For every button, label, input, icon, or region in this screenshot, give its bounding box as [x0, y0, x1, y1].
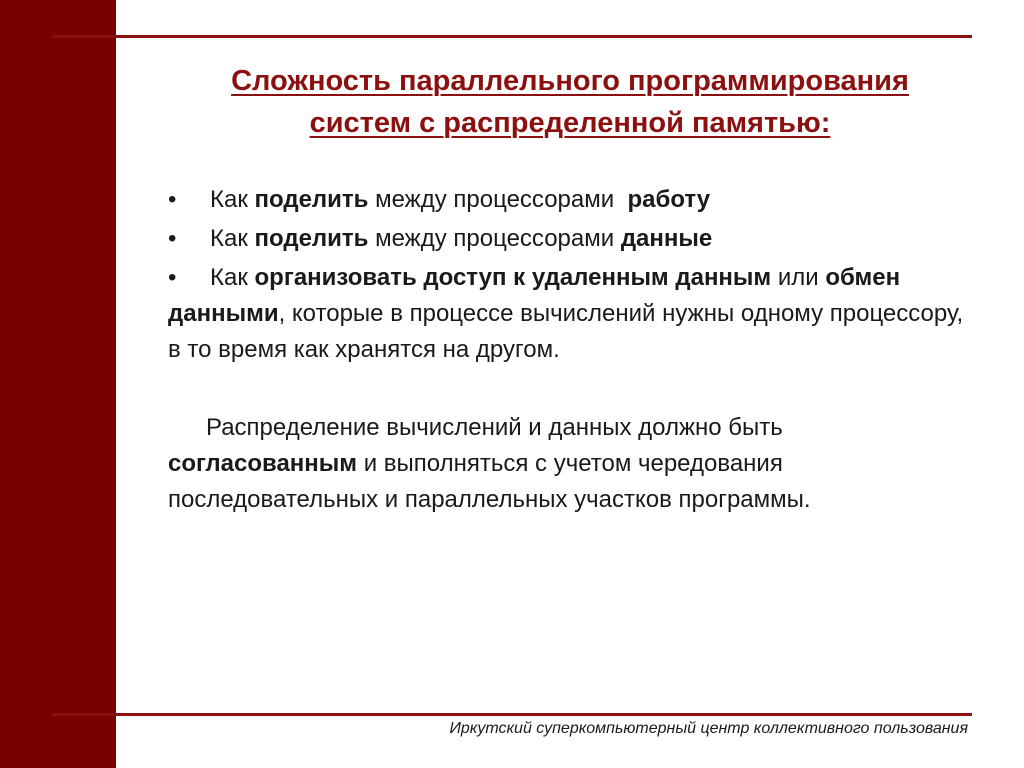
bullet-glyph: •	[168, 186, 177, 213]
bullet-bold: организовать доступ к удаленным данным	[254, 264, 772, 291]
bullet-text: Как	[210, 225, 255, 252]
top-divider	[52, 35, 972, 38]
bullet-text: Как	[210, 264, 255, 291]
bullet-text: , которые в процессе вычислений нужны одному процессору, в то время как хранятся на другом.	[168, 300, 964, 363]
bullet-bold: поделить	[254, 186, 369, 213]
bullet-bold: поделить	[254, 225, 369, 252]
title-line-1: Сложность параллельного программирования	[231, 65, 909, 97]
title-line-2: систем с распределенной памятью:	[309, 107, 831, 139]
bullet-bold: данные	[620, 225, 713, 252]
bullet-item	[168, 221, 968, 257]
paragraph-text: Распределение вычислений и данных должно быть	[206, 414, 783, 441]
bullet-text: Как	[210, 186, 255, 213]
bullet-text: между процессорами	[368, 225, 621, 252]
bullet-item	[168, 182, 968, 218]
bottom-divider	[52, 713, 972, 716]
bullet-item	[168, 260, 968, 368]
paragraph-bold: согласованным	[168, 450, 358, 477]
slide-body	[168, 182, 968, 542]
footer-caption: Иркутский суперкомпьютерный центр коллективного пользования	[449, 720, 968, 737]
bullet-bold: обмен данными	[168, 264, 901, 327]
bullet-glyph: •	[168, 264, 177, 291]
bullet-text: между процессорами	[368, 186, 628, 213]
bullet-text: или	[771, 264, 826, 291]
paragraph-text: и выполняться с учетом чередования последовательных и параллельных участков программы.	[168, 450, 811, 513]
slide-title	[150, 60, 990, 144]
bullet-glyph: •	[168, 225, 177, 252]
summary-paragraph	[168, 410, 968, 518]
left-sidebar-bar	[0, 0, 116, 768]
bullet-bold: работу	[627, 186, 711, 213]
